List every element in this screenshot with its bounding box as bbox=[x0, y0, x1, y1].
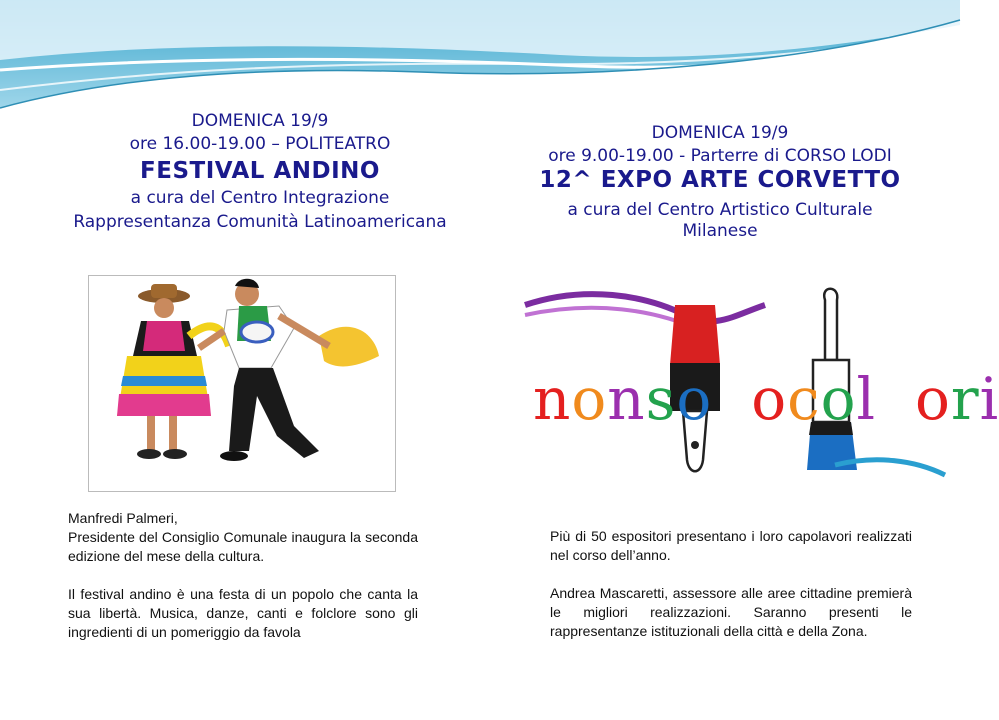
left-event-date: DOMENICA 19/9 bbox=[191, 111, 329, 131]
logo-text: nonso ocol ori bbox=[533, 365, 999, 433]
right-event-curator-line1: a cura del Centro Artistico Culturale bbox=[567, 200, 873, 220]
right-event-curator-line2: Milanese bbox=[682, 221, 758, 241]
right-paragraph1: Più di 50 espositori presentano i loro capolavori realizzati nel corso dell’anno. bbox=[550, 528, 912, 563]
right-paragraph2: Andrea Mascaretti, assessore alle aree cittadine premierà le migliori realizzazioni. Saranno presenti le rappresentanze istituzionali della città e della Zona. bbox=[550, 585, 912, 639]
nonsolocolori-logo bbox=[525, 275, 999, 490]
right-event-time-place: ore 9.00-19.00 - Parterre di CORSO LODI bbox=[548, 146, 892, 166]
left-event-time-place: ore 16.00-19.00 – POLITEATRO bbox=[129, 134, 391, 154]
dancers-illustration bbox=[89, 276, 395, 491]
left-paragraph2: Il festival andino è una festa di un popolo che canta la sua libertà. Musica, danze, canti e folclore sono gli ingredienti di un pomeriggio da favola bbox=[68, 586, 418, 640]
festival-andino-heading bbox=[30, 110, 490, 234]
expo-arte-description bbox=[550, 527, 912, 660]
festival-andino-description bbox=[68, 509, 418, 661]
right-event-title: 12^ EXPO ARTE CORVETTO bbox=[539, 167, 901, 193]
left-paragraph1-text: Presidente del Consiglio Comunale inaugura la seconda edizione del mese della cultura. bbox=[68, 529, 418, 564]
andean-dancers-photo bbox=[88, 275, 396, 492]
left-event-curator-line1: a cura del Centro Integrazione bbox=[130, 188, 390, 208]
left-event-title: FESTIVAL ANDINO bbox=[140, 158, 380, 184]
left-paragraph1-name: Manfredi Palmeri, bbox=[68, 510, 178, 526]
left-event-curator-line2: Rappresentanza Comunità Latinoamericana bbox=[73, 212, 447, 232]
header-wave-decoration bbox=[0, 0, 960, 120]
expo-arte-heading bbox=[490, 122, 950, 240]
right-event-date: DOMENICA 19/9 bbox=[651, 123, 789, 143]
